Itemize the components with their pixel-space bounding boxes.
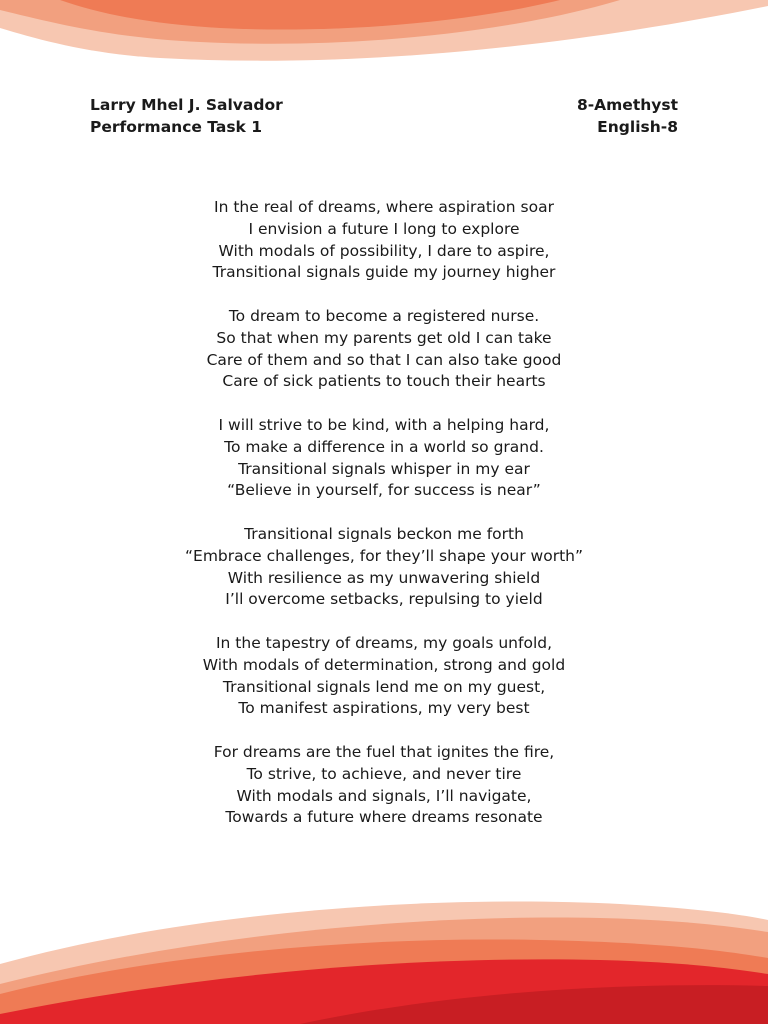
poem-line: With modals and signals, I’ll navigate, bbox=[236, 786, 532, 805]
poem-line: To make a difference in a world so grand. bbox=[224, 437, 544, 456]
stanza-2 bbox=[84, 306, 684, 393]
poem-line: Transitional signals beckon me forth bbox=[244, 524, 524, 543]
poem-line: “Embrace challenges, for they’ll shape your worth” bbox=[185, 546, 583, 565]
document-header bbox=[90, 94, 678, 138]
poem-line: To dream to become a registered nurse. bbox=[228, 306, 540, 325]
poem-line: To strive, to achieve, and never tire bbox=[246, 764, 522, 783]
student-name: Larry Mhel J. Salvador bbox=[90, 96, 283, 114]
poem-line: With modals of determination, strong and gold bbox=[202, 655, 566, 674]
poem-line: In the real of dreams, where aspiration soar bbox=[214, 198, 554, 216]
poem-line: So that when my parents get old I can take bbox=[216, 328, 552, 347]
header-row-2 bbox=[90, 116, 678, 138]
student-section: 8-Amethyst bbox=[576, 96, 678, 114]
poem-line: With resilience as my unwavering shield bbox=[227, 568, 541, 587]
poem-line: I will strive to be kind, with a helping hard, bbox=[218, 415, 550, 434]
poem-line: Care of sick patients to touch their hearts bbox=[222, 372, 546, 391]
poem-line: With modals of possibility, I dare to aspire, bbox=[218, 241, 550, 260]
poem-line: I’ll overcome setbacks, repulsing to yield bbox=[225, 590, 543, 609]
subject-name: English-8 bbox=[597, 118, 678, 136]
header-row-1 bbox=[90, 94, 678, 116]
poem-line: Towards a future where dreams resonate bbox=[225, 808, 543, 827]
stanza-6 bbox=[84, 742, 684, 829]
poem-line: Transitional signals whisper in my ear bbox=[238, 459, 530, 478]
poem-line: I envision a future I long to explore bbox=[248, 219, 520, 238]
poem-line: Transitional signals lend me on my guest, bbox=[222, 677, 546, 696]
stanza-4 bbox=[84, 524, 684, 611]
poem-line: To manifest aspirations, my very best bbox=[238, 699, 530, 718]
poem-body bbox=[84, 197, 684, 851]
poem-line: For dreams are the fuel that ignites the fire, bbox=[213, 742, 555, 761]
poem-line: In the tapestry of dreams, my goals unfold, bbox=[215, 633, 553, 652]
poem-line: “Believe in yourself, for success is near” bbox=[227, 481, 541, 500]
stanza-5 bbox=[84, 633, 684, 720]
stanza-3 bbox=[84, 415, 684, 502]
poem-line: Transitional signals guide my journey higher bbox=[212, 263, 556, 282]
top-wave-decoration bbox=[0, 0, 768, 70]
bottom-wave-decoration bbox=[0, 874, 768, 1024]
poem-line: Care of them and so that I can also take good bbox=[206, 350, 562, 369]
task-title: Performance Task 1 bbox=[90, 118, 263, 136]
stanza-1 bbox=[84, 197, 684, 284]
